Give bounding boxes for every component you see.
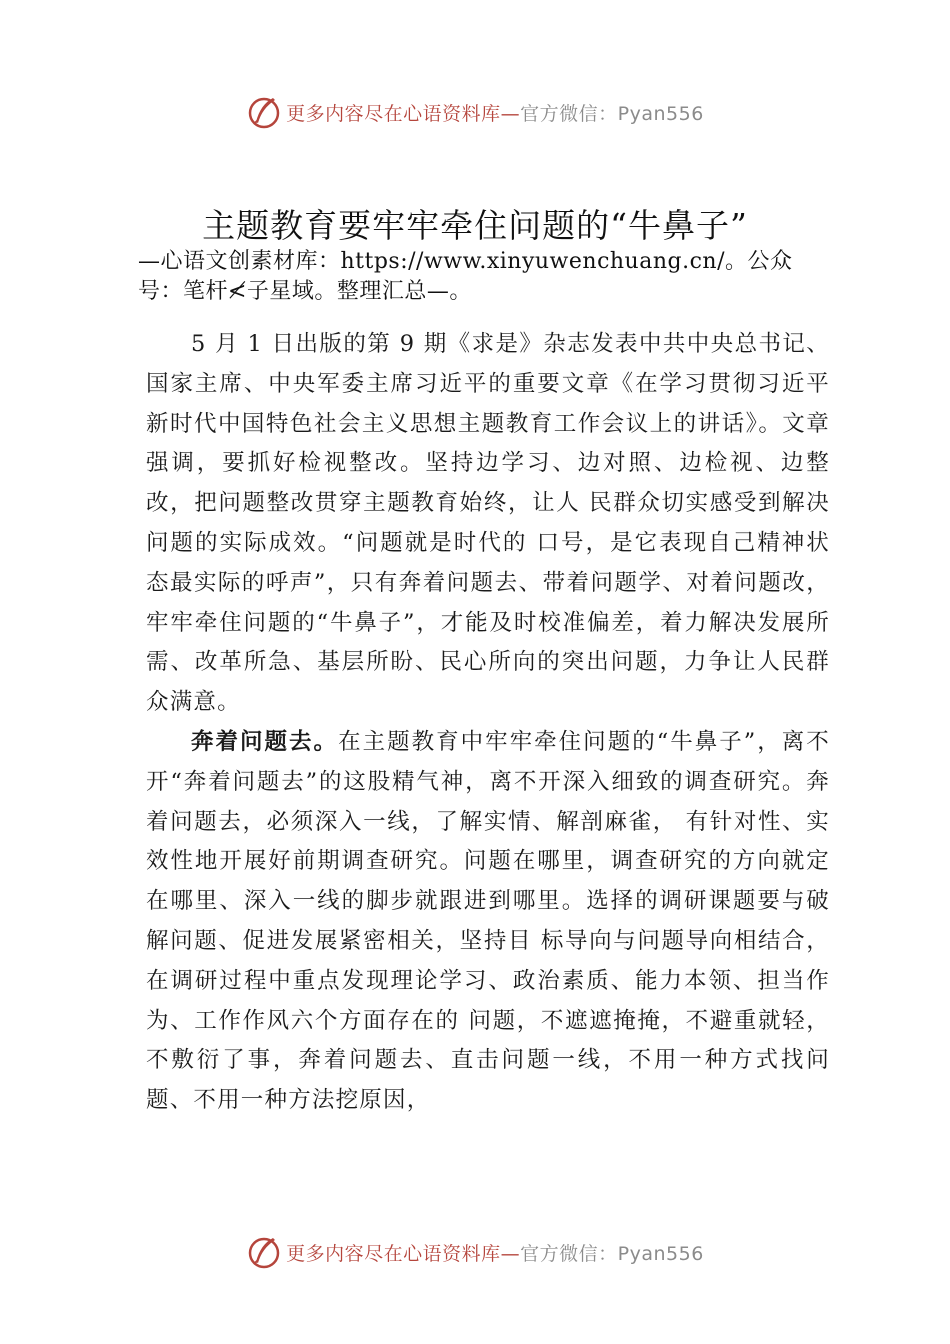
watermark-banner-top bbox=[0, 92, 950, 132]
paragraph-2 bbox=[146, 723, 830, 1121]
quill-logo-icon bbox=[246, 94, 282, 130]
watermark-text bbox=[286, 1239, 704, 1266]
watermark-text bbox=[286, 99, 704, 126]
document-title: 主题教育要牢牢牵住问题的“牛鼻子” bbox=[202, 206, 748, 245]
document-body bbox=[146, 325, 830, 1121]
watermark-wechat-text: 官方微信：Pyan556 bbox=[520, 1242, 704, 1265]
watermark-banner-bottom bbox=[0, 1232, 950, 1272]
quill-logo-icon bbox=[246, 1234, 282, 1270]
paragraph-1 bbox=[146, 325, 830, 723]
paragraph-2-lead: 奔着问题去。 bbox=[191, 728, 339, 755]
source-line: —心语文创素材库：https://www.xinyuwenchuang.cn/。公众号：笔杆≮子星域。整理汇总—。 bbox=[138, 249, 793, 304]
watermark-wechat-text: 官方微信：Pyan556 bbox=[520, 102, 704, 125]
paragraph-1-text: 5 月 1 日出版的第 9 期《求是》杂志发表中共中央总书记、国家主席、中央军委主席习近平的重要文章《在学习贯彻习近平新时代中国特色社会主义思想主题教育工作会议上的讲话》。文章强调，要抓好检视整改。坚持边学习、边对照、边检视、边整改，把问题整改贯穿主题教育始终，让人 民群众切实感受到解决问题的实际成效。“问题就是时代的 口号，是它表现自己精神状态最实际的呼声”，只有奔着问题去、带着问题学、对着问题改，牢牢牵住问题的“牛鼻子”，才能及时校准偏差，着力解决发展所需、改革所急、基层所盼、民心所向的突出问题，力争让人民群众满意。 bbox=[146, 331, 830, 716]
paragraph-2-text: 在主题教育中牢牢牵住问题的“牛鼻子”，离不开“奔着问题去”的这股精气神，离不开深入细致的调查研究。奔着问题去，必须深入一线，了解实情、解剖麻雀， 有针对性、实效性地开展好前期调查研究。问题在哪里，调查研究的方向就定在哪里、深入一线的脚步就跟进到哪里。选择的调研课题要与破解问题、促进发展紧密相关，坚持目 标导向与问题导向相结合，在调研过程中重点发现理论学习、政治素质、能力本领、担当作为、工作作风六个方面存在的 问题，不遮遮掩掩，不避重就轻，不敷衍了事，奔着问题去、直击问题一线，不用一种方式找问题、不用一种方法挖原因， bbox=[146, 728, 830, 1114]
watermark-main-text: 更多内容尽在心语资料库— bbox=[286, 1242, 521, 1265]
watermark-main-text: 更多内容尽在心语资料库— bbox=[286, 102, 521, 125]
